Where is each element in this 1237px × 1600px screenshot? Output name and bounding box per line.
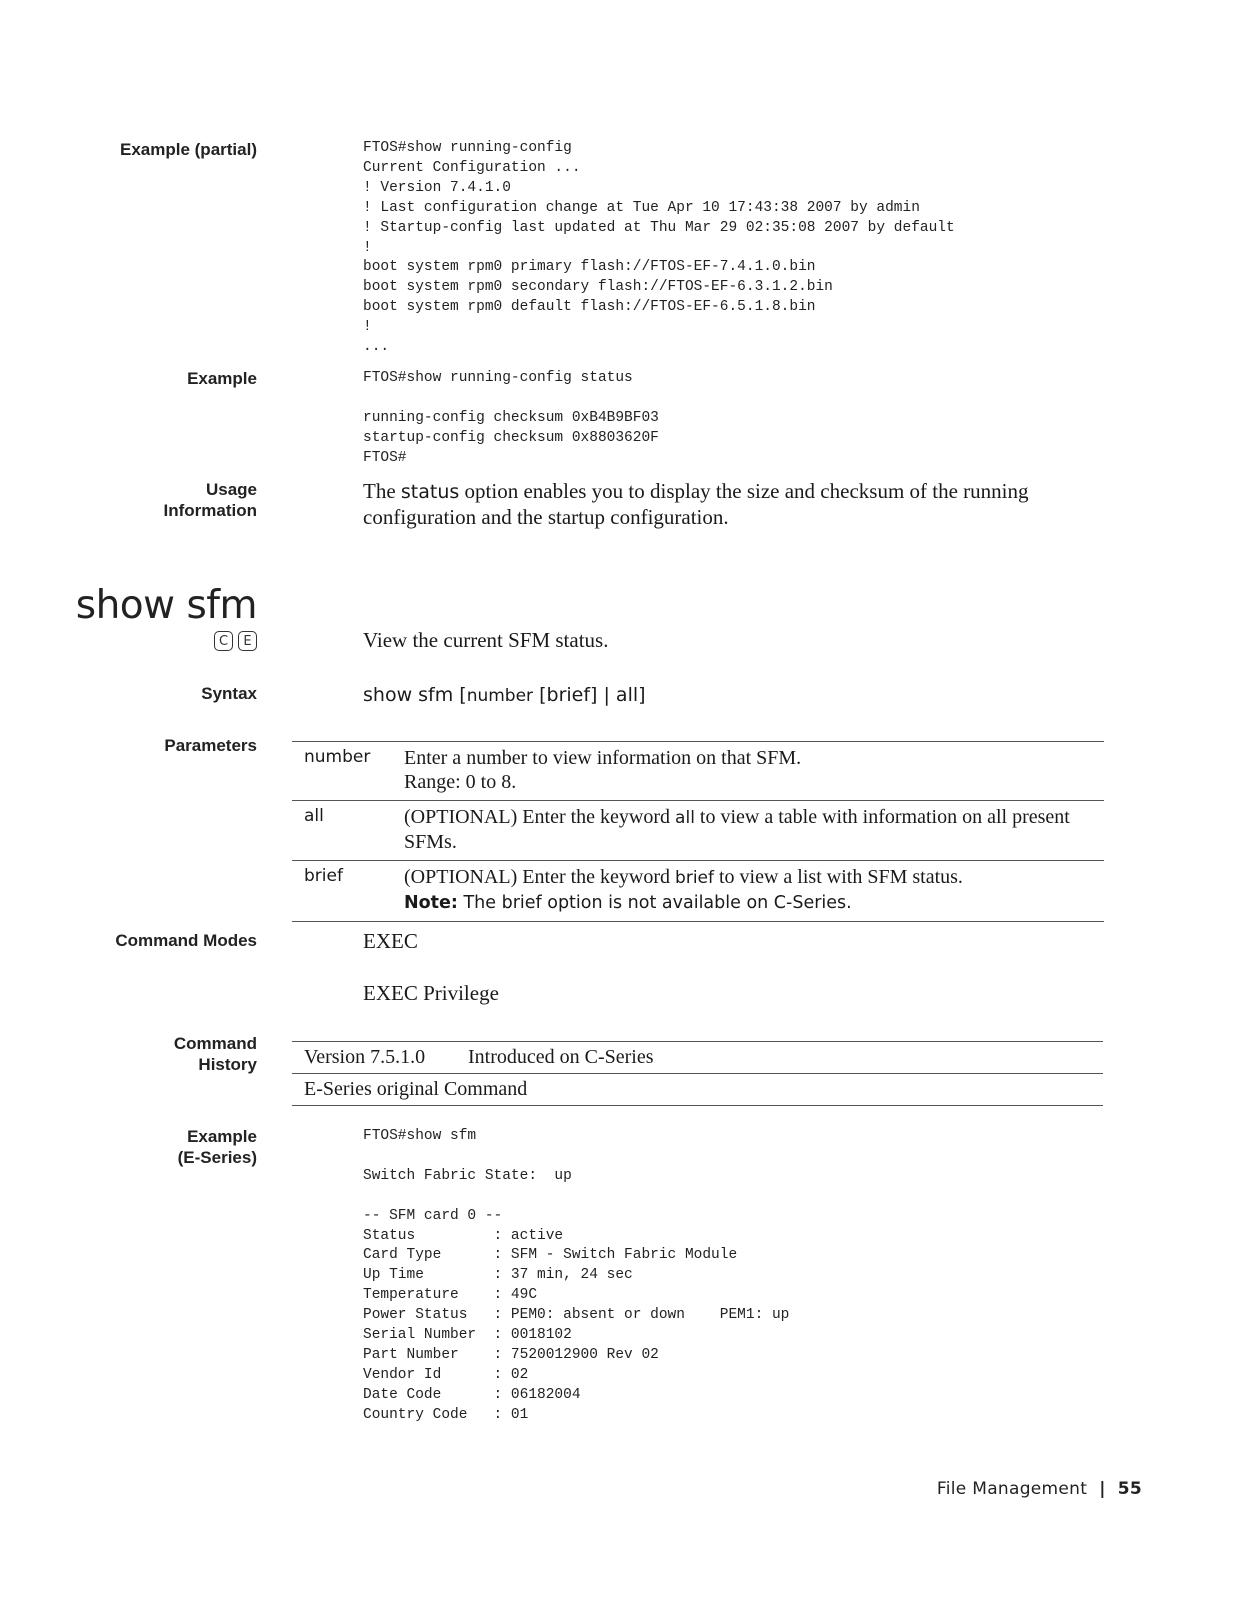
param-brief-keyword: brief — [675, 868, 714, 888]
c-series-icon: C — [214, 631, 233, 651]
example-eseries-line1: Example — [187, 1127, 257, 1146]
command-mode-exec-privilege: EXEC Privilege — [363, 981, 499, 1005]
example-eseries-line2: (E-Series) — [177, 1148, 257, 1167]
usage-information-label — [164, 479, 258, 521]
table-row — [292, 1074, 1103, 1106]
history-label-line2: History — [198, 1055, 257, 1074]
param-number-line1: Enter a number to view information on that SFM. — [404, 747, 802, 769]
command-description: View the current SFM status. — [363, 628, 609, 652]
parameters-label: Parameters — [164, 736, 257, 755]
usage-text-before: The — [363, 479, 401, 503]
param-name-number: number — [292, 742, 404, 801]
param-name-brief: brief — [292, 861, 404, 922]
example-partial-label: Example (partial) — [120, 140, 257, 159]
command-modes-label: Command Modes — [115, 931, 257, 950]
page-number: 55 — [1117, 1479, 1142, 1499]
table-row — [292, 861, 1104, 922]
syntax-post: [brief] | all] — [533, 684, 646, 706]
command-mode-exec: EXEC — [363, 929, 418, 953]
example-status-code: FTOS#show running-config status running-config checksum 0xB4B9BF03 startup-config checksum 0x8803620F FTOS# — [363, 370, 659, 466]
param-brief-note — [404, 893, 852, 913]
syntax-label: Syntax — [201, 684, 257, 703]
history-description: Introduced on C-Series — [456, 1042, 1103, 1074]
syntax-text — [363, 683, 646, 709]
command-title: show sfm — [75, 583, 257, 628]
param-desc-brief — [404, 861, 1104, 922]
history-label-line1: Command — [173, 1034, 257, 1053]
usage-label-line1: Usage — [205, 480, 257, 499]
page-footer — [937, 1479, 1142, 1499]
table-row — [292, 801, 1104, 861]
param-number-range: Range: 0 to 8. — [404, 771, 517, 793]
table-row — [292, 1042, 1103, 1074]
param-desc-number — [404, 742, 1104, 801]
command-history-table — [292, 1041, 1103, 1106]
example-eseries-label — [178, 1126, 257, 1168]
syntax-param-number: number — [466, 686, 534, 706]
usage-label-line2: Information — [163, 501, 257, 520]
param-brief-pre: (OPTIONAL) Enter the keyword — [404, 866, 676, 888]
param-name-all: all — [292, 801, 404, 861]
param-brief-post: to view a list with SFM status. — [714, 866, 963, 888]
usage-text-after: option enables you to display the size and checksum of the running configuration and the startup configuration. — [363, 479, 1029, 529]
footer-section: File Management — [936, 1479, 1088, 1499]
param-all-keyword: all — [675, 808, 695, 828]
command-history-label — [174, 1033, 257, 1075]
usage-keyword-status: status — [400, 481, 460, 503]
history-version: Version 7.5.1.0 — [292, 1042, 456, 1074]
usage-information-text — [363, 479, 1083, 530]
parameters-table — [292, 741, 1104, 922]
platform-icons — [214, 631, 257, 651]
history-original: E-Series original Command — [292, 1074, 1103, 1106]
syntax-pre: show sfm [ — [363, 684, 467, 706]
param-desc-all — [404, 801, 1104, 861]
param-all-pre: (OPTIONAL) Enter the keyword — [404, 806, 676, 828]
footer-separator: | — [1099, 1479, 1106, 1499]
e-series-icon: E — [238, 631, 257, 651]
example-partial-code: FTOS#show running-config Current Configuration ... ! Version 7.4.1.0 ! Last configuration change at Tue Apr 10 17:43:38 2007 by admin ! Startup-config last updated at Thu Mar 29 02:35:08 2007 by default ! boot system rpm0 primary flash://FTOS-EF-7.4.1.0.bin boot system rpm0 secondary flash://FTOS-EF-6.3.1.2.bin boot system rpm0 default flash://FTOS-EF-6.5.1.8.bin ! ... — [363, 140, 955, 356]
note-label: Note: — [404, 893, 458, 913]
note-text: The brief option is not available on C-Series. — [457, 893, 852, 913]
example-status-label: Example — [187, 369, 257, 388]
example-eseries-code: FTOS#show sfm Switch Fabric State: up -- SFM card 0 -- Status : active Card Type : SFM - Switch Fabric Module Up Time : 37 min, 24 sec Temperature : 49C Power Status : PEM0: absent or down PEM1: up Serial Number : 0018102 Part Number : 7520012900 Rev 02 Vendor Id : 02 Date Code : 06182004 Country Code : 01 — [363, 1128, 790, 1423]
param-all-post: to view a table with information on all present SFMs. — [404, 806, 1070, 853]
table-row — [292, 742, 1104, 801]
